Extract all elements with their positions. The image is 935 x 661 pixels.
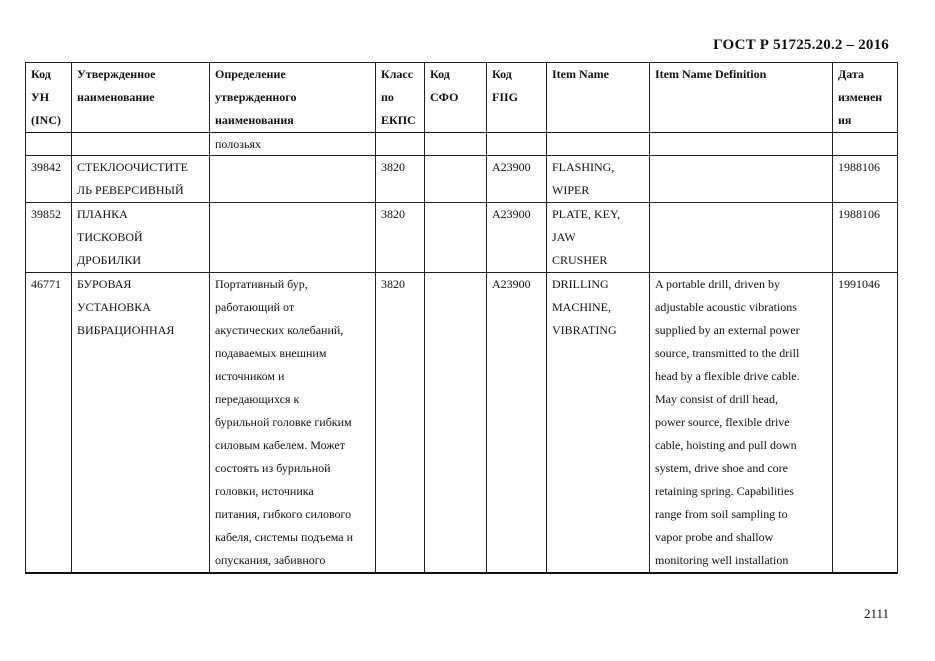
cell-definition: Портативный бур, работающий от акустических колебаний, подаваемых внешним источником и передающихся к бурильной головке гибким силовым кабелем. Может состоять из бурильной головки, источника питания, гибкого силового кабеля, системы подъема и опускания, забивного: [210, 273, 376, 574]
col-header-class: Класс по ЕКПС: [376, 63, 425, 133]
continuation-row: [26, 133, 898, 156]
cell-sfo: [425, 156, 487, 203]
cell-fiig: A23900: [487, 273, 547, 574]
cell-approved-name: БУРОВАЯ УСТАНОВКА ВИБРАЦИОННАЯ: [72, 273, 210, 574]
col-header-date: Дата изменен ия: [833, 63, 898, 133]
document-header: ГОСТ Р 51725.20.2 – 2016: [713, 37, 889, 53]
cell-date: 1991046: [833, 273, 898, 574]
cell-class: 3820: [376, 273, 425, 574]
cell-inc: 46771: [26, 273, 72, 574]
table-header-row: [26, 63, 898, 133]
col-header-fiig: Код FIIG: [487, 63, 547, 133]
col-header-item-name: Item Name: [547, 63, 650, 133]
cell-approved-name: ПЛАНКА ТИСКОВОЙ ДРОБИЛКИ: [72, 203, 210, 273]
cell-fiig: A23900: [487, 156, 547, 203]
cell-item-name: FLASHING, WIPER: [547, 156, 650, 203]
cell-inc: 39852: [26, 203, 72, 273]
cell-sfo: [425, 273, 487, 574]
cell-date: 1988106: [833, 156, 898, 203]
cell-class: 3820: [376, 156, 425, 203]
cell-definition: [210, 156, 376, 203]
table-row: [26, 203, 898, 273]
cell-item-definition: [650, 156, 833, 203]
cell-inc: 39842: [26, 156, 72, 203]
table-row: [26, 273, 898, 574]
cell-fiig: A23900: [487, 203, 547, 273]
catalog-table: [25, 62, 898, 574]
col-header-definition: Определение утвержденного наименования: [210, 63, 376, 133]
cell-item-name: DRILLING MACHINE, VIBRATING: [547, 273, 650, 574]
cell-item-definition: A portable drill, driven by adjustable acoustic vibrations supplied by an external power source, transmitted to the drill head by a flexible drive cable. May consist of drill head, power source, flexible drive cable, hoisting and pull down system, drive shoe and core retaining spring. Capabilities range from soil sampling to vapor probe and shallow monitoring well installation: [650, 273, 833, 574]
col-header-approved-name: Утвержденное наименование: [72, 63, 210, 133]
cell-class: 3820: [376, 203, 425, 273]
cell-item-name: PLATE, KEY, JAW CRUSHER: [547, 203, 650, 273]
cell-sfo: [425, 203, 487, 273]
cell-approved-name: СТЕКЛООЧИСТИТЕ ЛЬ РЕВЕРСИВНЫЙ: [72, 156, 210, 203]
cell-definition: [210, 203, 376, 273]
col-header-inc: Код УН (INC): [26, 63, 72, 133]
table-row: [26, 156, 898, 203]
col-header-item-definition: Item Name Definition: [650, 63, 833, 133]
continuation-definition: полозьях: [210, 133, 376, 156]
cell-item-definition: [650, 203, 833, 273]
page-number: 2111: [863, 606, 889, 621]
col-header-sfo: Код СФО: [425, 63, 487, 133]
cell-date: 1988106: [833, 203, 898, 273]
